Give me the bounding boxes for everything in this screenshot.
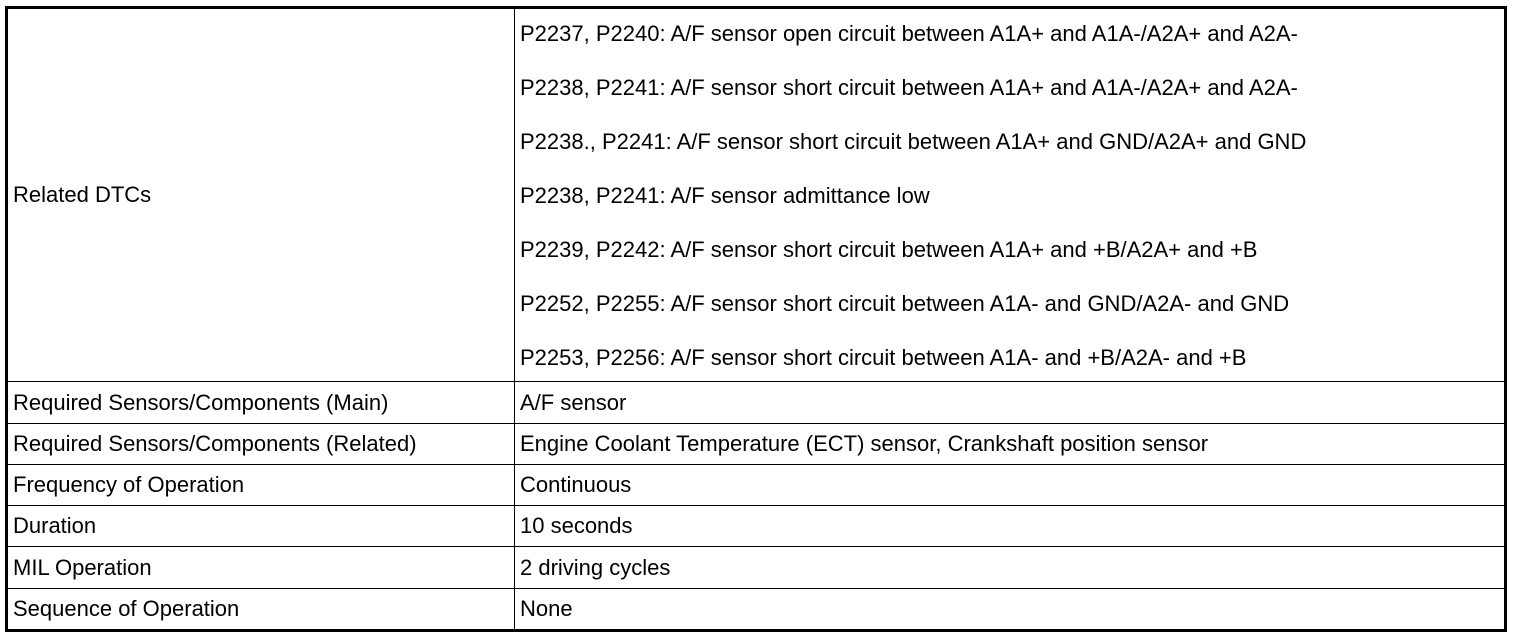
row-value: 10 seconds <box>515 506 1506 547</box>
related-dtcs-value <box>515 8 1506 382</box>
table-row-related-dtcs <box>7 8 1506 382</box>
table-row <box>7 423 1506 464</box>
table-row <box>7 588 1506 630</box>
table-row <box>7 464 1506 505</box>
row-value: 2 driving cycles <box>515 547 1506 588</box>
row-value: A/F sensor <box>515 382 1506 423</box>
row-label: Required Sensors/Components (Related) <box>7 423 515 464</box>
row-value: None <box>515 588 1506 630</box>
row-label: MIL Operation <box>7 547 515 588</box>
row-label: Duration <box>7 506 515 547</box>
dtc-line: P2239, P2242: A/F sensor short circuit between A1A+ and +B/A2A+ and +B <box>520 237 1258 263</box>
table-row <box>7 506 1506 547</box>
row-value: Engine Coolant Temperature (ECT) sensor, Crankshaft position sensor <box>515 423 1506 464</box>
row-label: Sequence of Operation <box>7 588 515 630</box>
dtc-list <box>520 18 1504 372</box>
related-dtcs-label: Related DTCs <box>7 8 515 382</box>
dtc-line: P2238, P2241: A/F sensor short circuit between A1A+ and A1A-/A2A+ and A2A- <box>520 75 1298 101</box>
dtc-line: P2238., P2241: A/F sensor short circuit between A1A+ and GND/A2A+ and GND <box>520 129 1307 155</box>
dtc-line: P2238, P2241: A/F sensor admittance low <box>520 183 930 209</box>
row-label: Frequency of Operation <box>7 464 515 505</box>
dtc-line: P2253, P2256: A/F sensor short circuit between A1A- and +B/A2A- and +B <box>520 345 1247 371</box>
monitor-spec-table <box>5 6 1507 632</box>
table-row <box>7 547 1506 588</box>
table-row <box>7 382 1506 423</box>
row-label: Required Sensors/Components (Main) <box>7 382 515 423</box>
dtc-line: P2237, P2240: A/F sensor open circuit between A1A+ and A1A-/A2A+ and A2A- <box>520 21 1298 47</box>
dtc-line: P2252, P2255: A/F sensor short circuit between A1A- and GND/A2A- and GND <box>520 291 1290 317</box>
row-value: Continuous <box>515 464 1506 505</box>
